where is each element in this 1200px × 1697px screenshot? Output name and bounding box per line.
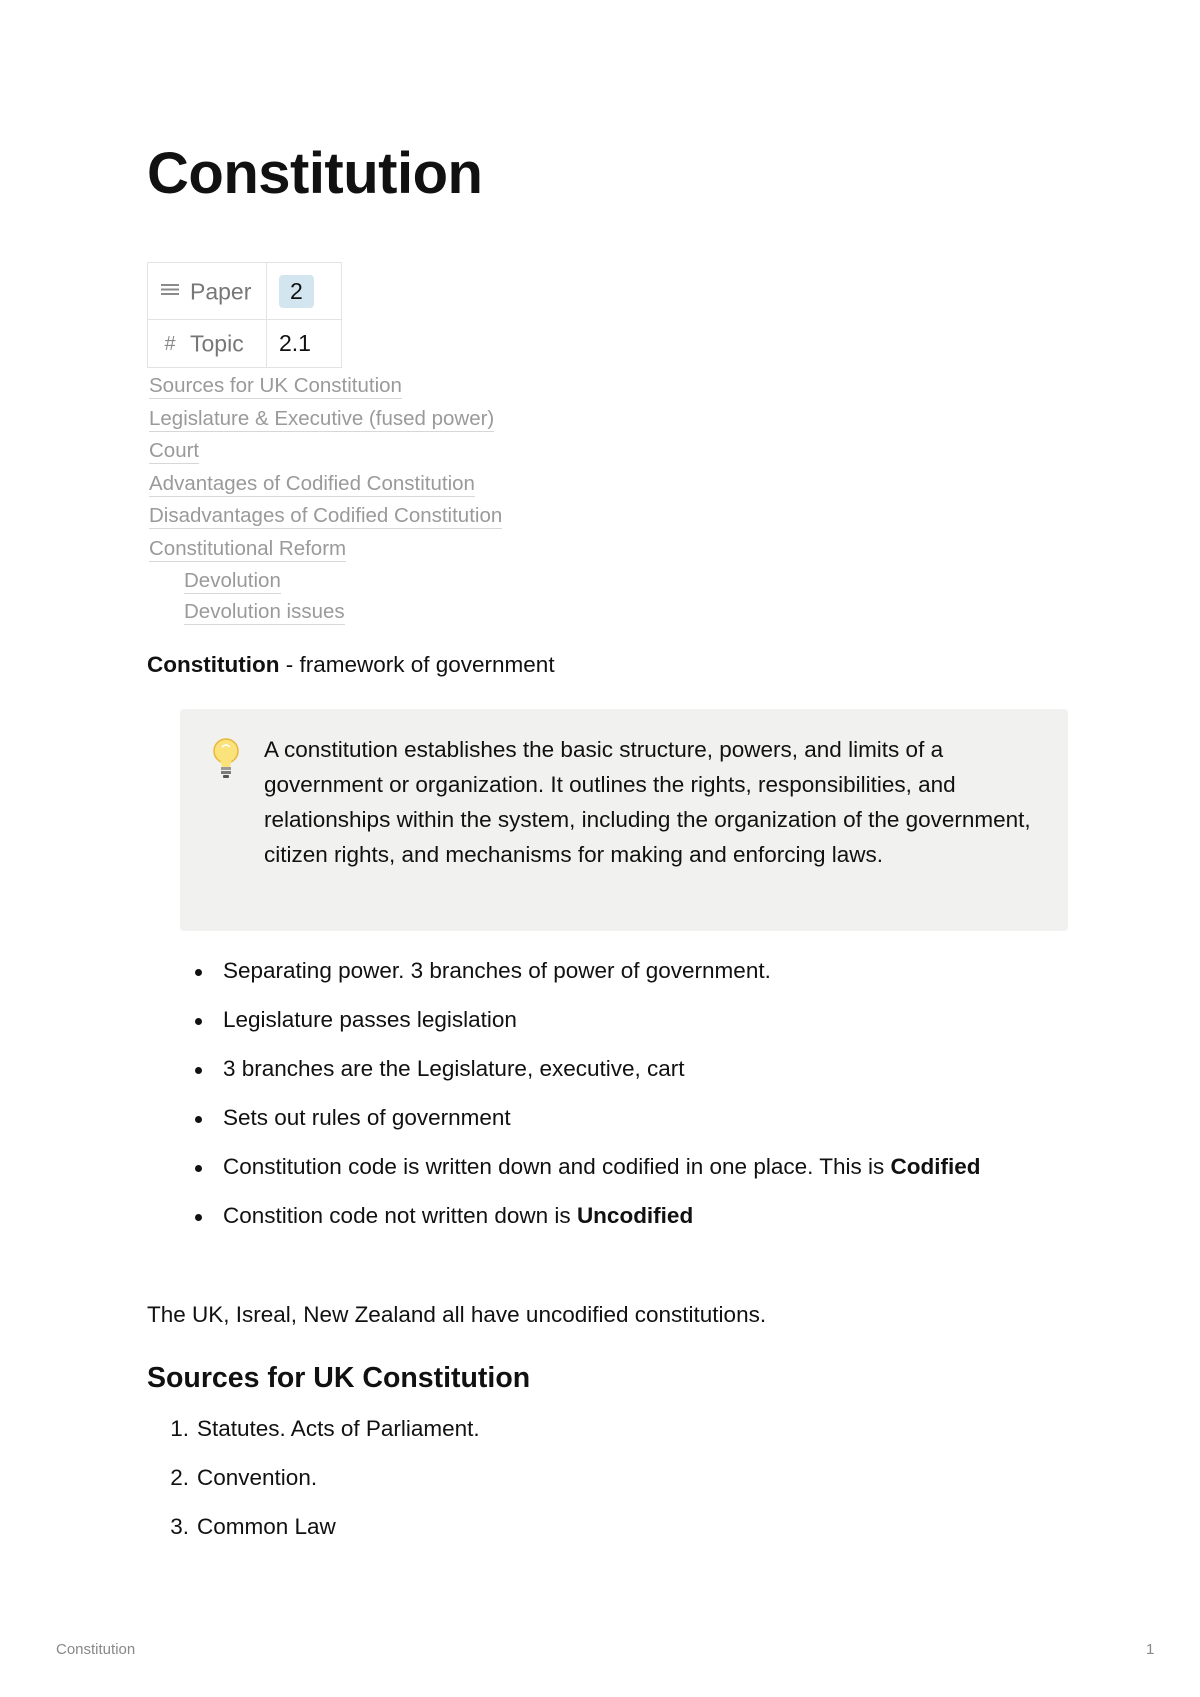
page-title: Constitution bbox=[147, 141, 483, 206]
property-key bbox=[148, 263, 267, 320]
list-item: Legislature passes legislation bbox=[147, 1007, 980, 1056]
list-item: 3 branches are the Legislature, executive, cart bbox=[147, 1056, 980, 1105]
uncodified-paragraph: The UK, Isreal, New Zealand all have uncodified constitutions. bbox=[147, 1302, 767, 1327]
toc-link[interactable]: Devolution issues bbox=[184, 600, 345, 623]
footer-title: Constitution bbox=[56, 1641, 136, 1658]
lightbulb-icon bbox=[210, 737, 242, 781]
toc-link[interactable]: Advantages of Codified Constitution bbox=[149, 471, 475, 495]
property-key bbox=[148, 320, 267, 368]
toc-link[interactable]: Disadvantages of Codified Constitution bbox=[149, 504, 503, 527]
property-value[interactable]: 2.1 bbox=[267, 320, 342, 368]
callout-box bbox=[180, 709, 1068, 931]
toc-link[interactable]: Sources for UK Constitution bbox=[149, 374, 402, 397]
property-value[interactable] bbox=[267, 263, 342, 320]
toc-link[interactable]: Legislature & Executive (fused power) bbox=[149, 406, 495, 430]
callout-text: A constitution establishes the basic structure, powers, and limits of a government or organization. It outlines the rights, responsibilities, and relationships within the system, including the organization of the government, citizen rights, and mechanisms for making and enforcing laws. bbox=[264, 737, 1031, 867]
list-item: Sets out rules of government bbox=[147, 1105, 980, 1154]
page-number: 1 bbox=[1146, 1641, 1155, 1658]
hash-icon: # bbox=[164, 332, 176, 355]
definition-paragraph bbox=[147, 652, 555, 678]
list-icon bbox=[158, 280, 182, 303]
table-of-contents bbox=[149, 374, 502, 631]
bullet-list bbox=[147, 958, 980, 1252]
definition-term: Constitution bbox=[147, 652, 280, 677]
section-heading: Sources for UK Constitution bbox=[147, 1362, 531, 1394]
property-row-paper bbox=[148, 263, 342, 320]
list-item: 1. Statutes. Acts of Parliament. bbox=[170, 1416, 480, 1441]
toc-link[interactable]: Constitutional Reform bbox=[149, 536, 347, 560]
properties-table bbox=[147, 262, 342, 368]
property-label-paper: Paper bbox=[190, 278, 252, 305]
toc-link[interactable]: Court bbox=[149, 439, 200, 462]
property-row-topic bbox=[148, 320, 342, 368]
toc-link[interactable]: Devolution bbox=[184, 569, 281, 592]
numbered-list bbox=[147, 1416, 480, 1563]
paper-value-tag: 2 bbox=[279, 275, 314, 308]
list-item: Constitution code is written down and codified in one place. This is Codified bbox=[147, 1154, 980, 1203]
list-item: Separating power. 3 branches of power of government. bbox=[147, 958, 980, 1007]
list-item: 2. Convention. bbox=[170, 1465, 318, 1490]
definition-text: - framework of government bbox=[279, 652, 555, 677]
list-item: 3. Common Law bbox=[170, 1514, 336, 1539]
property-label-topic: Topic bbox=[190, 330, 244, 357]
list-item: Constition code not written down is Uncodified bbox=[147, 1203, 980, 1252]
